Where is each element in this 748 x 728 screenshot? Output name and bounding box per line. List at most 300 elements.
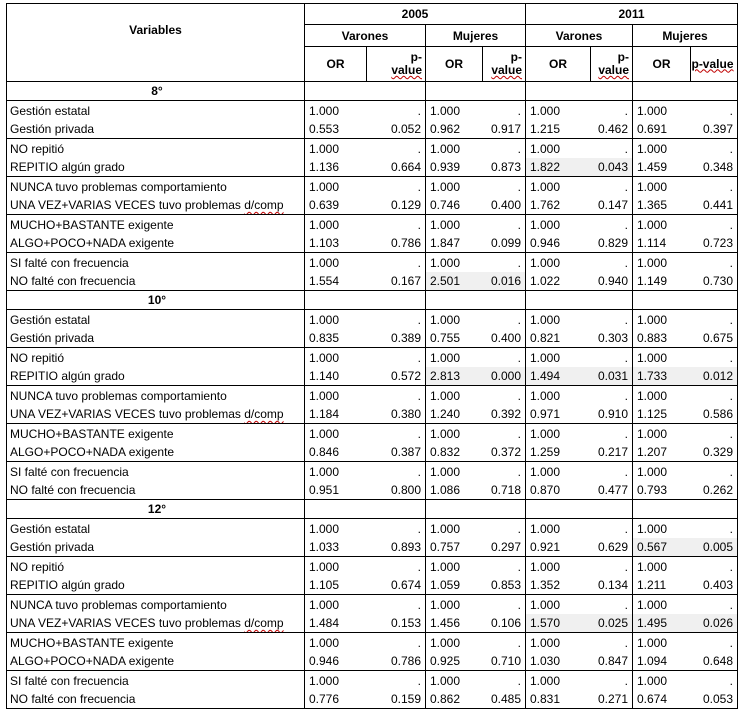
comparison-category-label: REPITIO algún grado: [7, 367, 305, 386]
odds-ratio-cell: 1.000: [426, 253, 483, 273]
odds-ratio-cell: 0.567: [633, 538, 691, 557]
p-value-cell: 0.052: [367, 120, 426, 139]
odds-ratio-cell: 1.000: [633, 671, 691, 691]
p-value-cell: 0.217: [591, 443, 633, 462]
p-value-cell: 0.012: [691, 367, 738, 386]
table-row: [7, 120, 738, 139]
reference-category-label: SI falté con frecuencia: [7, 253, 305, 273]
p-value-cell: .: [483, 139, 526, 159]
table-row: [7, 481, 738, 500]
table-row: [7, 690, 738, 709]
p-value-cell: .: [591, 386, 633, 406]
table-row: [7, 652, 738, 671]
p-value-cell: .: [591, 253, 633, 273]
reference-category-label: NUNCA tuvo problemas comportamiento: [7, 177, 305, 197]
odds-ratio-cell: 1.094: [633, 652, 691, 671]
table-row: [7, 405, 738, 424]
p-value-cell: .: [367, 310, 426, 330]
p-value-cell: .: [591, 348, 633, 368]
odds-ratio-cell: 0.946: [526, 234, 591, 253]
comparison-category-label: [7, 196, 305, 215]
comparison-category-label: Gestión privada: [7, 538, 305, 557]
odds-ratio-cell: 0.746: [426, 196, 483, 215]
odds-ratio-cell: 1.000: [526, 139, 591, 159]
odds-ratio-cell: 1.000: [426, 424, 483, 444]
odds-ratio-cell: 0.757: [426, 538, 483, 557]
p-value-cell: 0.718: [483, 481, 526, 500]
or-header: OR: [526, 47, 591, 82]
reference-category-label: MUCHO+BASTANTE exigente: [7, 424, 305, 444]
p-value-cell: 0.629: [591, 538, 633, 557]
p-value-cell: 0.348: [691, 158, 738, 177]
p-value-cell: 0.129: [367, 196, 426, 215]
p-value-cell: .: [691, 633, 738, 653]
p-value-cell: .: [591, 215, 633, 235]
p-value-cell: .: [691, 671, 738, 691]
reference-category-label: NUNCA tuvo problemas comportamiento: [7, 595, 305, 615]
p-value-cell: .: [691, 519, 738, 539]
table-row: [7, 462, 738, 482]
odds-ratio-cell: 1.215: [526, 120, 591, 139]
odds-ratio-cell: 1.000: [305, 424, 367, 444]
odds-ratio-cell: 0.846: [305, 443, 367, 462]
odds-ratio-cell: 1.000: [305, 215, 367, 235]
p-value-cell: .: [367, 348, 426, 368]
label-text: UNA VEZ+VARIAS VECES tuvo problemas: [10, 407, 245, 421]
p-value-cell: 0.106: [483, 614, 526, 633]
odds-ratio-cell: 1.000: [633, 424, 691, 444]
odds-ratio-cell: 1.000: [633, 348, 691, 368]
pvalue-header: [691, 47, 738, 82]
p-value-cell: .: [483, 519, 526, 539]
p-value-cell: 0.586: [691, 405, 738, 424]
p-value-cell: .: [591, 462, 633, 482]
section-empty-cell: [526, 82, 633, 101]
odds-ratio-cell: 1.000: [633, 595, 691, 615]
odds-ratio-cell: 0.971: [526, 405, 591, 424]
table-row: [7, 177, 738, 197]
p-value-cell: 0.043: [591, 158, 633, 177]
odds-ratio-cell: 0.883: [633, 329, 691, 348]
odds-ratio-cell: 1.000: [426, 348, 483, 368]
odds-ratio-cell: 1.000: [305, 671, 367, 691]
reference-category-label: SI falté con frecuencia: [7, 462, 305, 482]
p-value-cell: 0.134: [591, 576, 633, 595]
odds-ratio-cell: 1.033: [305, 538, 367, 557]
odds-ratio-cell: 1.000: [526, 348, 591, 368]
comparison-category-label: ALGO+POCO+NADA exigente: [7, 443, 305, 462]
odds-ratio-cell: 1.105: [305, 576, 367, 595]
odds-ratio-cell: 1.000: [305, 557, 367, 577]
p-value-cell: 0.153: [367, 614, 426, 633]
odds-ratio-cell: 1.000: [426, 310, 483, 330]
p-value-cell: .: [691, 101, 738, 121]
odds-ratio-cell: 1.114: [633, 234, 691, 253]
label-text: UNA VEZ+VARIAS VECES tuvo problemas: [10, 198, 245, 212]
table-row: [7, 139, 738, 159]
section-grade-label: 12°: [7, 500, 305, 519]
pvalue-header-line2: [591, 64, 629, 77]
odds-ratio-cell: 1.000: [633, 215, 691, 235]
group-header-varones-2011: Varones: [526, 25, 633, 47]
odds-ratio-cell: 1.570: [526, 614, 591, 633]
odds-ratio-cell: 1.136: [305, 158, 367, 177]
p-value-cell: 0.873: [483, 158, 526, 177]
p-value-cell: .: [483, 633, 526, 653]
p-value-cell: 0.053: [691, 690, 738, 709]
table-row: [7, 101, 738, 121]
p-value-cell: 0.303: [591, 329, 633, 348]
reference-category-label: NO repitió: [7, 139, 305, 159]
comparison-category-label: ALGO+POCO+NADA exigente: [7, 652, 305, 671]
table-row: [7, 519, 738, 539]
table-row: [7, 557, 738, 577]
odds-ratio-cell: 0.831: [526, 690, 591, 709]
p-value-cell: 0.026: [691, 614, 738, 633]
odds-ratio-cell: 1.459: [633, 158, 691, 177]
spellcheck-flagged-text: d/comp: [244, 198, 284, 212]
odds-ratio-cell: 1.184: [305, 405, 367, 424]
odds-ratio-cell: 0.776: [305, 690, 367, 709]
odds-ratio-cell: 0.755: [426, 329, 483, 348]
odds-ratio-cell: 1.103: [305, 234, 367, 253]
p-value-cell: 0.031: [591, 367, 633, 386]
pvalue-header: [591, 47, 633, 82]
comparison-category-label: [7, 614, 305, 633]
p-value-cell: .: [591, 595, 633, 615]
table-row: [7, 348, 738, 368]
p-value-cell: 0.297: [483, 538, 526, 557]
spellcheck-flagged-text: d/comp: [244, 407, 284, 421]
p-value-cell: 0.167: [367, 272, 426, 291]
table-row: [7, 310, 738, 330]
pvalue-header-line2-text: value: [598, 63, 629, 77]
section-header-row: [7, 82, 738, 101]
odds-ratio-cell: 1.456: [426, 614, 483, 633]
p-value-cell: .: [591, 177, 633, 197]
odds-ratio-cell: 1.000: [633, 633, 691, 653]
p-value-cell: .: [591, 139, 633, 159]
p-value-cell: 0.853: [483, 576, 526, 595]
odds-ratio-cell: 1.000: [305, 310, 367, 330]
odds-ratio-cell: 0.832: [426, 443, 483, 462]
p-value-cell: .: [691, 253, 738, 273]
odds-ratio-cell: 1.240: [426, 405, 483, 424]
odds-ratio-cell: 1.000: [305, 177, 367, 197]
odds-ratio-cell: 0.870: [526, 481, 591, 500]
odds-ratio-cell: 1.059: [426, 576, 483, 595]
odds-ratio-cell: 1.000: [526, 671, 591, 691]
odds-ratio-cell: 1.000: [633, 310, 691, 330]
or-header: OR: [305, 47, 367, 82]
odds-ratio-cell: 1.000: [305, 633, 367, 653]
odds-ratio-cell: 1.000: [426, 595, 483, 615]
odds-ratio-cell: 1.000: [633, 519, 691, 539]
p-value-cell: 0.917: [483, 120, 526, 139]
odds-ratio-cell: 1.000: [633, 139, 691, 159]
odds-ratio-cell: 1.000: [526, 177, 591, 197]
odds-ratio-cell: 0.921: [526, 538, 591, 557]
odds-ratio-cell: 1.125: [633, 405, 691, 424]
section-grade-label: 8°: [7, 82, 305, 101]
table-row: [7, 215, 738, 235]
p-value-cell: .: [591, 310, 633, 330]
p-value-cell: 0.392: [483, 405, 526, 424]
odds-ratio-cell: 1.000: [305, 101, 367, 121]
or-header: OR: [633, 47, 691, 82]
comparison-category-label: Gestión privada: [7, 329, 305, 348]
comparison-category-label: REPITIO algún grado: [7, 576, 305, 595]
comparison-category-label: Gestión privada: [7, 120, 305, 139]
table-row: [7, 424, 738, 444]
header-row-years: [7, 4, 738, 25]
odds-ratio-cell: 1.847: [426, 234, 483, 253]
odds-ratio-cell: 0.939: [426, 158, 483, 177]
odds-ratio-cell: 1.000: [305, 139, 367, 159]
p-value-cell: 0.400: [483, 196, 526, 215]
comparison-category-label: NO falté con frecuencia: [7, 481, 305, 500]
p-value-cell: 0.099: [483, 234, 526, 253]
p-value-cell: .: [367, 215, 426, 235]
p-value-cell: .: [367, 177, 426, 197]
p-value-cell: .: [691, 310, 738, 330]
odds-ratio-cell: 1.000: [526, 519, 591, 539]
p-value-cell: 0.025: [591, 614, 633, 633]
p-value-cell: 0.005: [691, 538, 738, 557]
odds-ratio-cell: 1.000: [426, 177, 483, 197]
p-value-cell: .: [483, 595, 526, 615]
p-value-cell: 0.723: [691, 234, 738, 253]
p-value-cell: 0.329: [691, 443, 738, 462]
p-value-cell: 0.387: [367, 443, 426, 462]
odds-ratio-cell: 1.030: [526, 652, 591, 671]
p-value-cell: .: [483, 671, 526, 691]
odds-ratio-cell: 1.000: [633, 101, 691, 121]
p-value-cell: 0.147: [591, 196, 633, 215]
p-value-cell: 0.000: [483, 367, 526, 386]
p-value-cell: .: [483, 424, 526, 444]
comparison-category-label: REPITIO algún grado: [7, 158, 305, 177]
odds-ratio-cell: 1.000: [426, 386, 483, 406]
odds-ratio-cell: 0.925: [426, 652, 483, 671]
table-row: [7, 196, 738, 215]
odds-ratio-cell: 1.365: [633, 196, 691, 215]
table-row: [7, 367, 738, 386]
pvalue-header-text: p-value: [691, 56, 734, 71]
odds-ratio-cell: 1.022: [526, 272, 591, 291]
odds-ratio-cell: 1.000: [526, 310, 591, 330]
odds-ratio-cell: 2.813: [426, 367, 483, 386]
p-value-cell: .: [591, 424, 633, 444]
section-header-row: [7, 500, 738, 519]
odds-ratio-cell: 1.000: [426, 519, 483, 539]
odds-ratio-table: [6, 3, 738, 709]
odds-ratio-cell: 1.000: [526, 253, 591, 273]
table-body: [7, 82, 738, 709]
odds-ratio-cell: 1.259: [526, 443, 591, 462]
p-value-cell: .: [483, 310, 526, 330]
comparison-category-label: ALGO+POCO+NADA exigente: [7, 234, 305, 253]
p-value-cell: .: [691, 557, 738, 577]
section-empty-cell: [526, 291, 633, 310]
section-empty-cell: [305, 500, 426, 519]
odds-ratio-cell: 1.352: [526, 576, 591, 595]
section-empty-cell: [633, 291, 738, 310]
section-empty-cell: [426, 500, 526, 519]
p-value-cell: .: [483, 253, 526, 273]
p-value-cell: .: [483, 215, 526, 235]
odds-ratio-cell: 1.733: [633, 367, 691, 386]
table-row: [7, 158, 738, 177]
odds-ratio-cell: 1.762: [526, 196, 591, 215]
odds-ratio-cell: 1.000: [426, 671, 483, 691]
p-value-cell: .: [591, 557, 633, 577]
table-row: [7, 538, 738, 557]
odds-ratio-cell: 1.000: [305, 348, 367, 368]
p-value-cell: .: [367, 139, 426, 159]
odds-ratio-cell: 1.000: [633, 253, 691, 273]
p-value-cell: .: [367, 253, 426, 273]
reference-category-label: MUCHO+BASTANTE exigente: [7, 215, 305, 235]
reference-category-label: Gestión estatal: [7, 101, 305, 121]
odds-ratio-cell: 1.495: [633, 614, 691, 633]
table-row: [7, 633, 738, 653]
p-value-cell: .: [367, 101, 426, 121]
odds-ratio-cell: 1.484: [305, 614, 367, 633]
odds-ratio-cell: 1.000: [526, 633, 591, 653]
p-value-cell: .: [367, 671, 426, 691]
p-value-cell: 0.485: [483, 690, 526, 709]
odds-ratio-cell: 0.962: [426, 120, 483, 139]
group-header-mujeres-2005: Mujeres: [426, 25, 526, 47]
table-row: [7, 595, 738, 615]
section-empty-cell: [426, 82, 526, 101]
p-value-cell: 0.262: [691, 481, 738, 500]
odds-ratio-cell: 1.000: [426, 215, 483, 235]
p-value-cell: .: [367, 633, 426, 653]
p-value-cell: .: [691, 595, 738, 615]
comparison-category-label: NO falté con frecuencia: [7, 272, 305, 291]
table-row: [7, 253, 738, 273]
section-empty-cell: [305, 82, 426, 101]
p-value-cell: .: [483, 348, 526, 368]
p-value-cell: .: [367, 462, 426, 482]
odds-ratio-cell: 1.000: [426, 557, 483, 577]
p-value-cell: .: [367, 557, 426, 577]
odds-ratio-cell: 1.000: [633, 462, 691, 482]
p-value-cell: .: [367, 519, 426, 539]
group-header-varones-2005: Varones: [305, 25, 426, 47]
pvalue-header: [367, 47, 426, 82]
odds-ratio-cell: 1.000: [305, 519, 367, 539]
year-header-2011: 2011: [526, 4, 738, 25]
odds-ratio-cell: 0.821: [526, 329, 591, 348]
odds-ratio-cell: 1.000: [526, 215, 591, 235]
table-row: [7, 386, 738, 406]
p-value-cell: .: [483, 462, 526, 482]
p-value-cell: 0.710: [483, 652, 526, 671]
section-grade-label: 10°: [7, 291, 305, 310]
odds-ratio-cell: 1.000: [305, 386, 367, 406]
p-value-cell: 0.159: [367, 690, 426, 709]
odds-ratio-cell: 1.000: [526, 557, 591, 577]
p-value-cell: 0.016: [483, 272, 526, 291]
table-row: [7, 671, 738, 691]
p-value-cell: 0.893: [367, 538, 426, 557]
table-row: [7, 234, 738, 253]
p-value-cell: 0.400: [483, 329, 526, 348]
p-value-cell: .: [483, 557, 526, 577]
p-value-cell: .: [483, 386, 526, 406]
odds-ratio-cell: 2.501: [426, 272, 483, 291]
pvalue-header-line1: p-: [410, 50, 422, 64]
p-value-cell: .: [367, 595, 426, 615]
reference-category-label: Gestión estatal: [7, 310, 305, 330]
section-empty-cell: [426, 291, 526, 310]
odds-ratio-cell: 0.951: [305, 481, 367, 500]
odds-ratio-cell: 0.553: [305, 120, 367, 139]
p-value-cell: .: [483, 101, 526, 121]
p-value-cell: 0.403: [691, 576, 738, 595]
odds-ratio-cell: 1.000: [426, 139, 483, 159]
odds-ratio-cell: 0.639: [305, 196, 367, 215]
reference-category-label: MUCHO+BASTANTE exigente: [7, 633, 305, 653]
label-text: UNA VEZ+VARIAS VECES tuvo problemas: [10, 616, 245, 630]
pvalue-header-line2: [367, 64, 422, 77]
p-value-cell: .: [591, 671, 633, 691]
p-value-cell: .: [691, 348, 738, 368]
odds-ratio-cell: 1.000: [305, 595, 367, 615]
odds-ratio-cell: 1.494: [526, 367, 591, 386]
pvalue-header-line2-text: value: [491, 63, 522, 77]
p-value-cell: .: [591, 519, 633, 539]
comparison-category-label: [7, 405, 305, 424]
table-row: [7, 614, 738, 633]
odds-ratio-cell: 1.000: [426, 462, 483, 482]
odds-ratio-cell: 1.207: [633, 443, 691, 462]
pvalue-header-line2: [483, 64, 522, 77]
reference-category-label: NUNCA tuvo problemas comportamiento: [7, 386, 305, 406]
p-value-cell: .: [367, 386, 426, 406]
reference-category-label: Gestión estatal: [7, 519, 305, 539]
table-row: [7, 329, 738, 348]
odds-ratio-cell: 1.140: [305, 367, 367, 386]
p-value-cell: .: [691, 424, 738, 444]
p-value-cell: .: [591, 633, 633, 653]
section-header-row: [7, 291, 738, 310]
p-value-cell: 0.380: [367, 405, 426, 424]
section-empty-cell: [633, 82, 738, 101]
section-empty-cell: [305, 291, 426, 310]
p-value-cell: .: [483, 177, 526, 197]
odds-ratio-cell: 0.835: [305, 329, 367, 348]
p-value-cell: .: [591, 101, 633, 121]
p-value-cell: .: [691, 462, 738, 482]
odds-ratio-cell: 1.000: [305, 462, 367, 482]
reference-category-label: NO repitió: [7, 348, 305, 368]
odds-ratio-cell: 1.086: [426, 481, 483, 500]
p-value-cell: 0.786: [367, 234, 426, 253]
p-value-cell: 0.730: [691, 272, 738, 291]
p-value-cell: 0.847: [591, 652, 633, 671]
p-value-cell: 0.648: [691, 652, 738, 671]
comparison-category-label: NO falté con frecuencia: [7, 690, 305, 709]
p-value-cell: 0.389: [367, 329, 426, 348]
spellcheck-flagged-text: d/comp: [244, 616, 284, 630]
p-value-cell: 0.462: [591, 120, 633, 139]
p-value-cell: 0.674: [367, 576, 426, 595]
odds-ratio-cell: 0.793: [633, 481, 691, 500]
